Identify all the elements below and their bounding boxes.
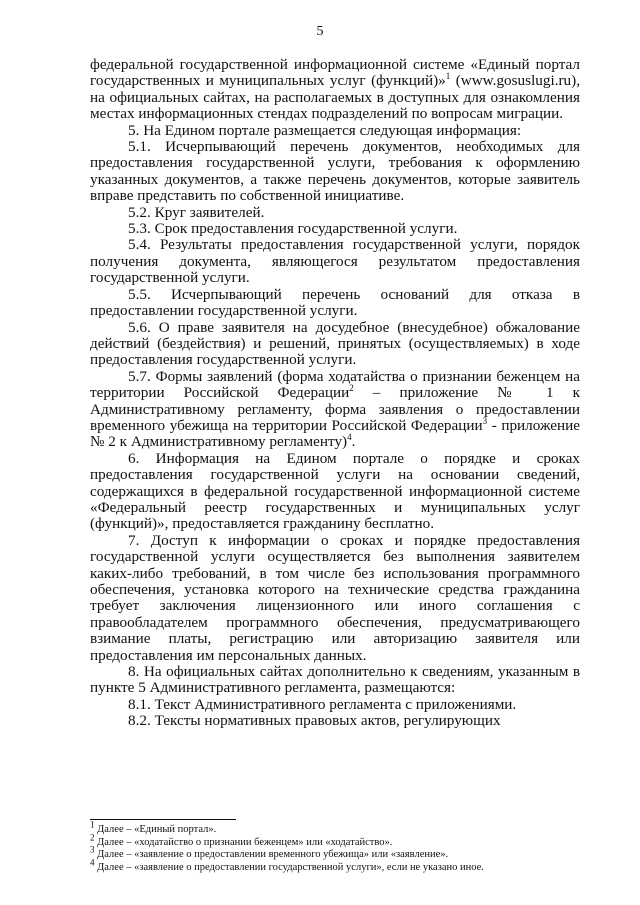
paragraph-text: – приложение № 1 к Административному регламенту, форма заявления о предоставлении временного убежища на территории Российской Федерации bbox=[90, 384, 580, 434]
paragraph-text: 5.1. Исчерпывающий перечень документов, необходимых для предоставления государственной услуги, требования к оформлению указанных документов, а также перечень документов, которые заявитель вправе представить по собственной инициативе. bbox=[90, 138, 580, 205]
footnote-ref: 1 bbox=[445, 71, 451, 82]
footnote-separator bbox=[90, 819, 236, 820]
paragraph-p5-5 bbox=[90, 287, 580, 320]
paragraph-p6 bbox=[90, 451, 580, 533]
paragraph-p5-6 bbox=[90, 320, 580, 369]
page-number: 5 bbox=[316, 24, 324, 39]
footnote-number: 2 bbox=[90, 832, 95, 843]
footnote-4 bbox=[90, 857, 580, 875]
paragraph-text: 6. Информация на Едином портале о порядке и сроках предоставления государственной услуги на основании сведений, содержащихся в федеральной государственной информационной системе «Федеральный реестр государственных и муниципальных услуг (функций)», предоставляется гражданину бесплатно. bbox=[90, 449, 580, 533]
paragraph-text: 5.7. Формы заявлений (форма ходатайства о признании беженцем на территории Российской Федерации bbox=[90, 367, 580, 402]
footnote-text: Далее – «заявление о предоставлении временного убежища» или «заявление». bbox=[94, 849, 449, 861]
footnote-text: Далее – «Единый портал». bbox=[94, 824, 217, 835]
paragraph-text: 5.3. Срок предоставления государственной услуги. bbox=[128, 220, 458, 238]
footnote-number: 4 bbox=[90, 857, 95, 868]
paragraph-text: (www.gosuslugi.ru), на официальных сайтах, на располагаемых в доступных для ознакомления местах информационных стендах подразделений по вопросам миграции. bbox=[90, 72, 580, 123]
paragraph-p5-4 bbox=[90, 237, 580, 286]
paragraph-text: 8.1. Текст Административного регламента с приложениями. bbox=[128, 695, 517, 713]
paragraph-text: федеральной государственной информационной системе «Единый портал государственных и муниципальных услуг (функций)» bbox=[90, 56, 580, 90]
footnote-text: Далее – «заявление о предоставлении государственной услуги», если не указано иное. bbox=[94, 861, 484, 873]
paragraph-cont bbox=[90, 57, 580, 123]
paragraph-text: 7. Доступ к информации о сроках и порядке предоставления государственной услуги осуществляется без выполнения заявителем каких-либо требований, в том числе без использования программного обеспечения, установка которого на технические средства гражданина требует заключения лицензионного или иного соглашения с правообладателем программного обеспечения, предусматривающего взимание платы, регистрацию или авторизацию заявителя или предоставления им персональных данных. bbox=[90, 531, 580, 664]
paragraph-text: 5.6. О праве заявителя на досудебное (внесудебное) обжалование действий (бездействия) и решений, принятых (осуществляемых) в ходе предоставления государственной услуги. bbox=[90, 318, 580, 369]
footnote-ref: 4 bbox=[347, 432, 352, 443]
footnote-number: 3 bbox=[90, 844, 95, 855]
paragraph-text: - приложение № 2 к Административному регламенту) bbox=[90, 416, 580, 451]
paragraph-text: . bbox=[351, 433, 356, 451]
body-text bbox=[90, 57, 580, 730]
footnote-text: Далее – «ходатайство о признании беженцем» или «ходатайство». bbox=[94, 836, 393, 848]
paragraph-p8-2 bbox=[90, 713, 580, 729]
paragraph-text: 5. На Едином портале размещается следующая информация: bbox=[128, 121, 522, 139]
paragraph-text: 8. На официальных сайтах дополнительно к сведениям, указанным в пункте 5 Административного регламента, размещаются: bbox=[90, 663, 580, 697]
footnote-number: 1 bbox=[90, 819, 95, 830]
paragraph-text: 8.2. Тексты нормативных правовых актов, регулирующих bbox=[128, 712, 501, 730]
paragraph-text: 5.4. Результаты предоставления государственной услуги, порядок получения документа, являющегося результатом предоставления государственной услуги. bbox=[90, 236, 580, 287]
paragraph-text: 5.5. Исчерпывающий перечень оснований для отказа в предоставлении государственной услуги. bbox=[90, 285, 580, 320]
paragraph-text: 5.2. Круг заявителей. bbox=[128, 203, 265, 221]
paragraph-p5-7 bbox=[90, 369, 580, 451]
paragraph-p7 bbox=[90, 533, 580, 664]
paragraph-p5 bbox=[90, 123, 580, 139]
footnote-ref: 2 bbox=[349, 383, 354, 394]
paragraph-p5-1 bbox=[90, 139, 580, 205]
footnote-1 bbox=[90, 819, 580, 837]
paragraph-p5-3 bbox=[90, 221, 580, 237]
footnote-ref: 3 bbox=[482, 415, 488, 426]
paragraph-p8-1 bbox=[90, 697, 580, 713]
footnotes bbox=[90, 819, 580, 874]
paragraph-p5-2 bbox=[90, 205, 580, 221]
footnote-3 bbox=[90, 844, 580, 862]
footnote-2 bbox=[90, 832, 580, 850]
paragraph-p8 bbox=[90, 664, 580, 697]
